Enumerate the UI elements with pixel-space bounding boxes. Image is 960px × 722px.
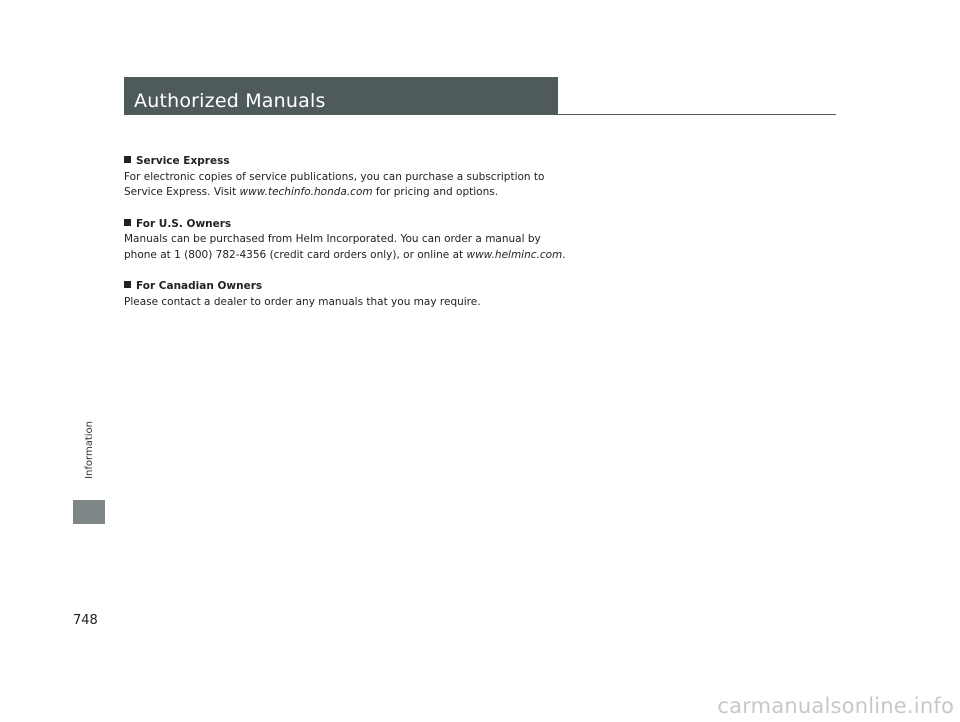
body-line bbox=[124, 232, 664, 248]
body-line bbox=[124, 295, 664, 311]
section-heading bbox=[124, 279, 664, 295]
body-line bbox=[124, 170, 664, 186]
body-text: Service Express. Visit bbox=[124, 186, 240, 198]
section-body bbox=[124, 295, 664, 311]
section-heading bbox=[124, 217, 664, 233]
body-text: . bbox=[562, 248, 566, 261]
chapter-tab-marker bbox=[73, 500, 105, 524]
body-text: phone at 1 (800) 782-4356 (credit card orders only), or online at bbox=[124, 248, 467, 261]
square-bullet-icon bbox=[124, 219, 131, 226]
section-heading bbox=[124, 154, 664, 170]
body-line bbox=[124, 248, 664, 264]
body-line bbox=[124, 185, 664, 201]
square-bullet-icon bbox=[124, 156, 131, 163]
page-number: 748 bbox=[73, 613, 98, 628]
chapter-side-tab-label-wrap bbox=[73, 400, 105, 500]
section-heading-text: For Canadian Owners bbox=[136, 280, 263, 292]
section-canadian-owners bbox=[124, 279, 664, 310]
section-heading-text: For U.S. Owners bbox=[136, 217, 232, 230]
helminc-link[interactable]: www.helminc.com bbox=[466, 248, 563, 261]
title-divider bbox=[558, 114, 836, 115]
watermark: carmanualsonline.info bbox=[717, 694, 954, 718]
page-title-bar bbox=[124, 77, 558, 115]
section-body bbox=[124, 170, 664, 201]
techinfo-link[interactable]: www.techinfo.honda.com bbox=[239, 186, 373, 198]
body-text: Manuals can be purchased from Helm Incorporated. You can order a manual by bbox=[124, 233, 541, 245]
section-service-express bbox=[124, 154, 664, 201]
body-text: For electronic copies of service publications, you can purchase a subscription to bbox=[124, 170, 545, 183]
section-us-owners bbox=[124, 217, 664, 264]
page-title: Authorized Manuals bbox=[134, 90, 326, 112]
body-text: Please contact a dealer to order any manuals that you may require. bbox=[124, 295, 481, 308]
body-text: for pricing and options. bbox=[372, 186, 499, 198]
square-bullet-icon bbox=[124, 281, 131, 288]
chapter-side-tab[interactable] bbox=[73, 400, 105, 524]
page-content bbox=[124, 154, 664, 326]
section-body bbox=[124, 232, 664, 263]
chapter-side-tab-label: Information bbox=[83, 421, 95, 479]
section-heading-text: Service Express bbox=[136, 155, 230, 167]
